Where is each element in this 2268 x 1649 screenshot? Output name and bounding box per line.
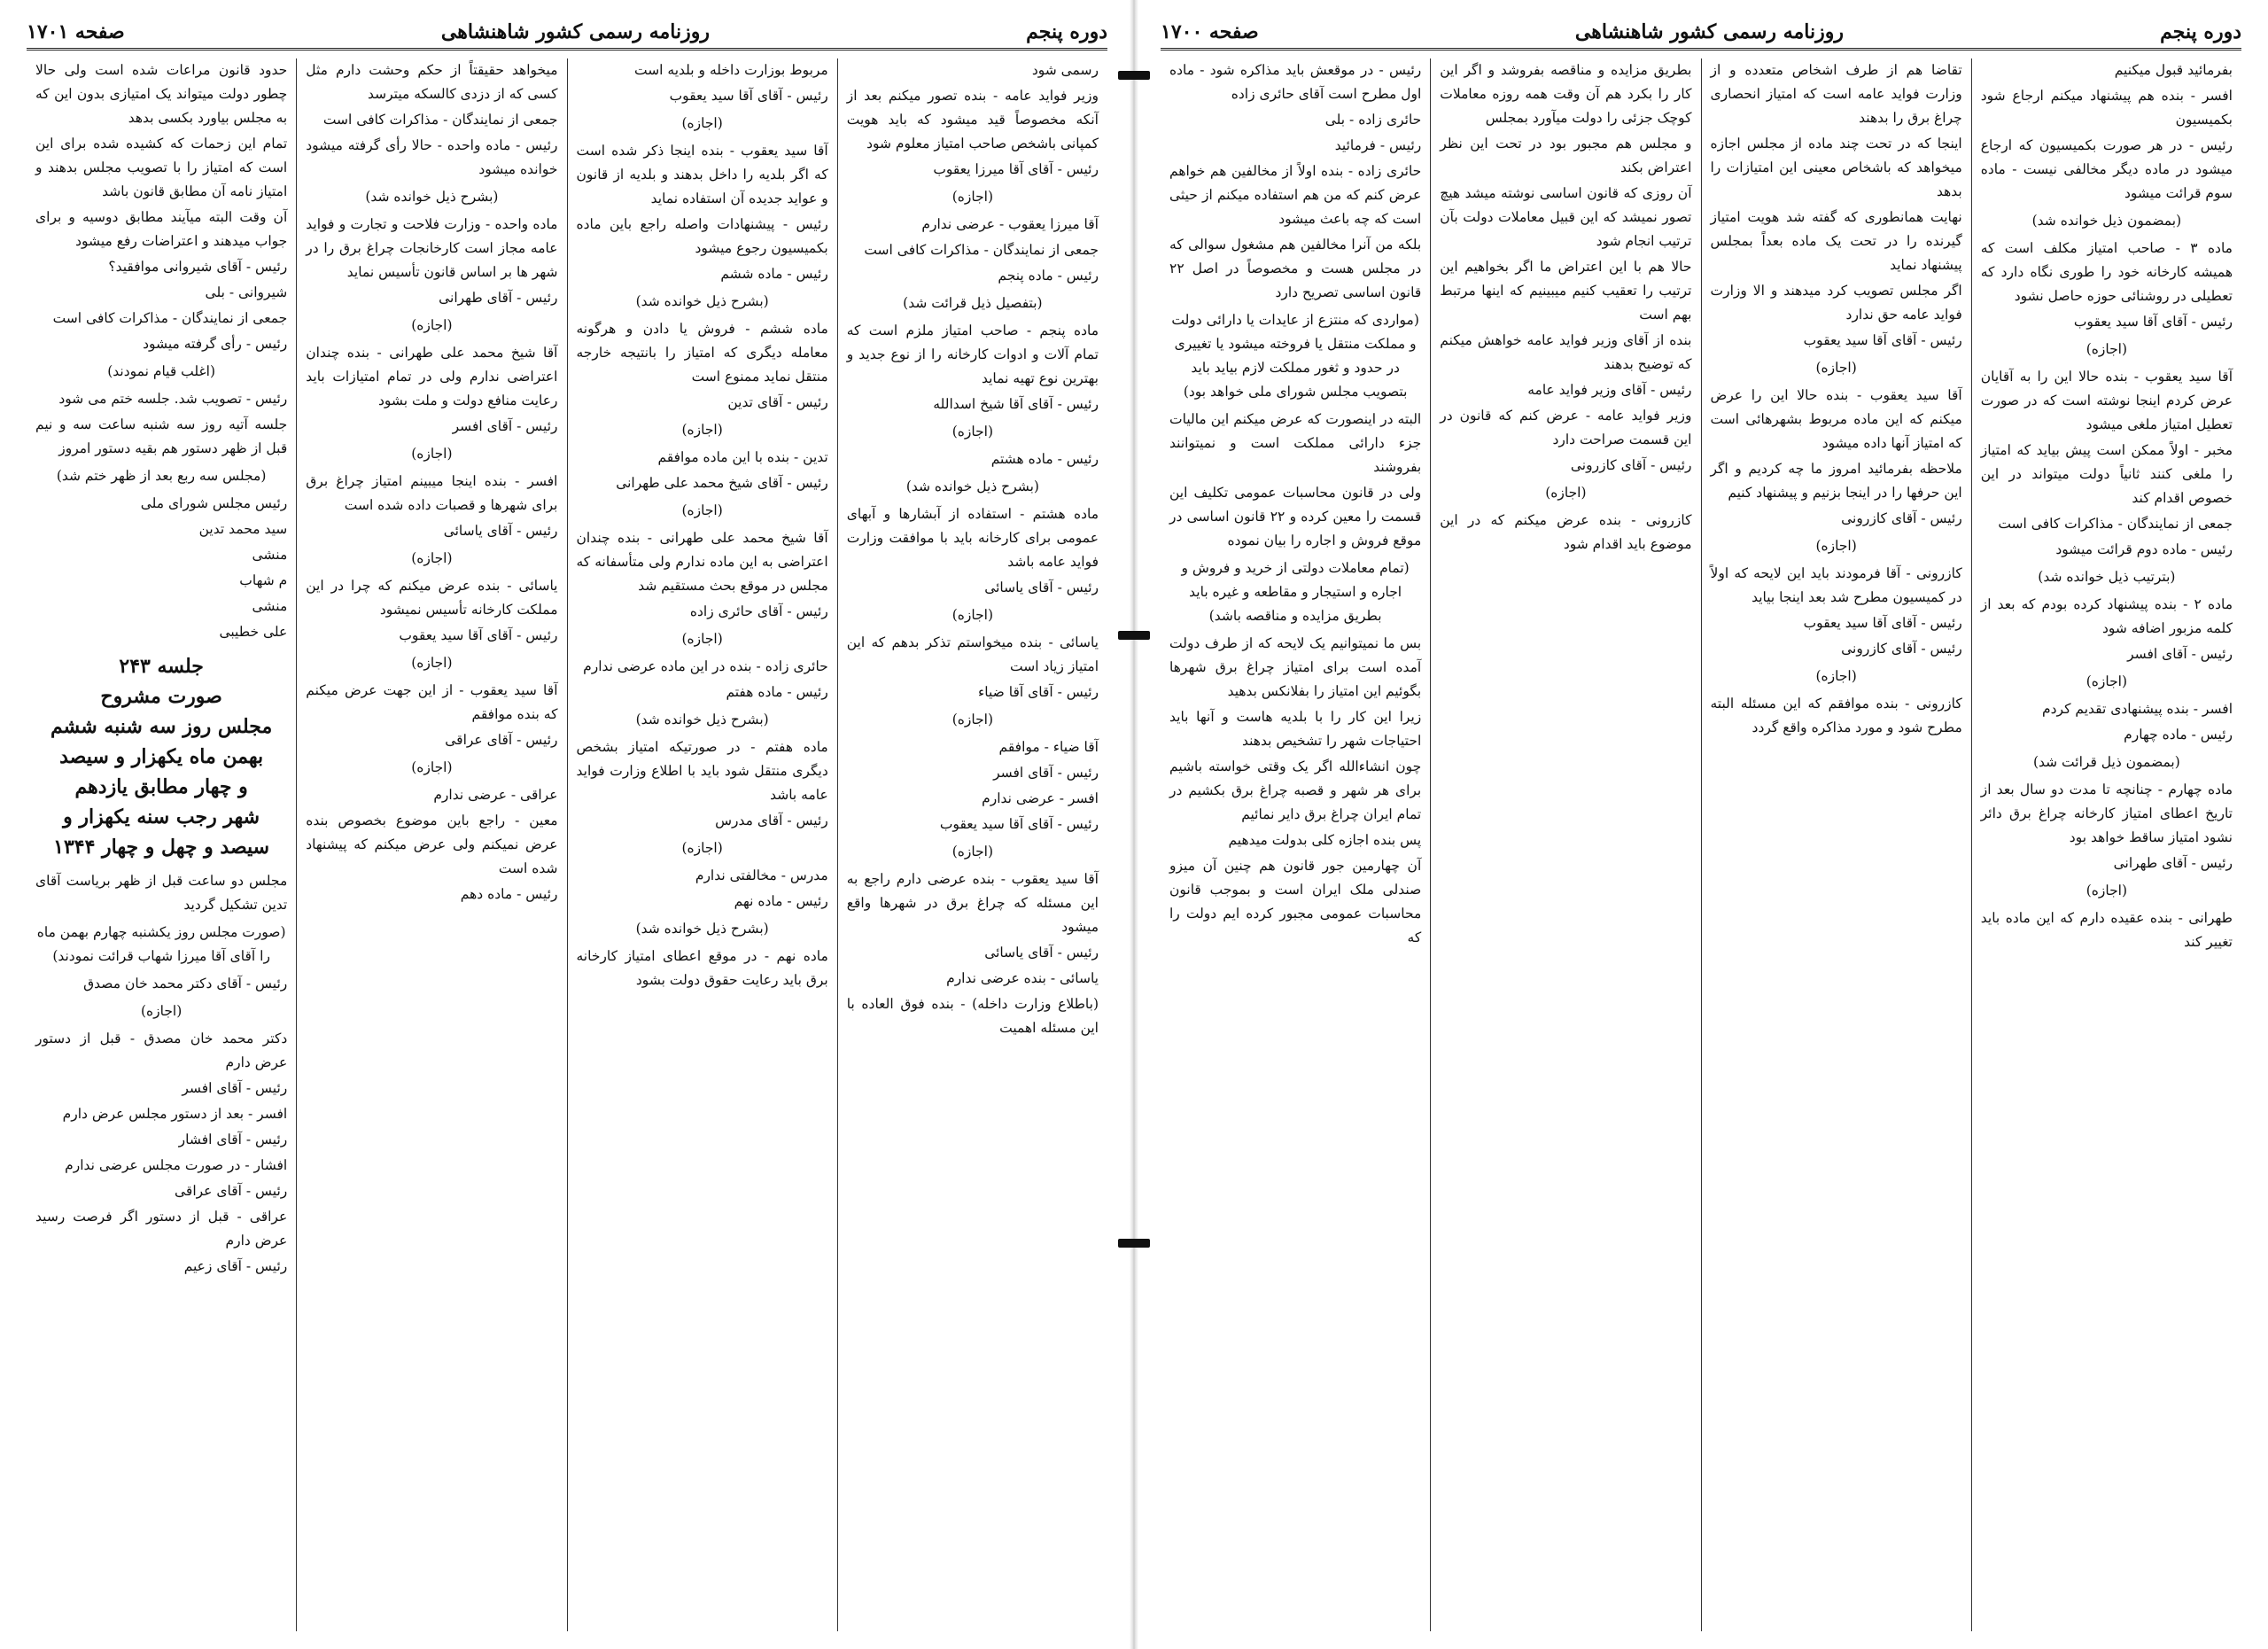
paragraph: رئیس - آقای افسر <box>182 1080 288 1096</box>
paragraph: (بشرح ذیل خوانده شد) <box>635 712 769 727</box>
paragraph: نهایت همانطوری که گفته شد هویت امتیاز گیرنده را در تحت یک ماده بعداً بمجلس پیشنهاد نماید <box>1710 209 1962 273</box>
paragraph: کازرونی - بنده عرض میکنم که در این موضوع باید اقدام شود <box>1440 512 1692 552</box>
paragraph: (اجازه) <box>1545 485 1587 501</box>
paragraph: رئیس - ماده نهم <box>734 893 828 909</box>
session-number: جلسه ۲۴۳ <box>119 655 204 678</box>
paragraph: آن چهارمین جور قانون هم چنین آن میزو صندلی ملک ایران است و بموجب قانون محاسبات عمومی مجبور کرده ایم دولت را که <box>1169 858 1422 945</box>
paragraph: بلکه من آنرا مخالفین هم مشغول سوالی که در مجلس هست و مخصوصاً در اصل ۲۲ قانون اساسی تصریح دارد <box>1169 237 1422 300</box>
paragraph: رئیس - آقای آقا سید یعقوب <box>1803 615 1962 631</box>
paragraph: افسر - بعد از دستور مجلس عرض دارم <box>62 1106 288 1122</box>
paragraph: (اجازه) <box>951 712 994 727</box>
paragraph: مربوط بوزارت داخله و بلدیه است <box>633 62 828 78</box>
paragraph: (اجازه) <box>1815 360 1857 376</box>
left-column-2 <box>567 58 837 1631</box>
paragraph: رئیس - ماده دوم قرائت میشود <box>2055 541 2233 557</box>
paragraph: بطریق مزایده و مناقصه بفروشد و اگر این کار را بکرد هم آن وقت همه روزه معاملات کوچک جزئی را دولت میآورد بمجلس <box>1440 62 1692 126</box>
paragraph: مجلس دو ساعت قبل از ظهر بریاست آقای تدین تشکیل گردید <box>35 873 288 913</box>
paragraph: اگر مجلس تصویب کرد میدهند و الا وزارت فواید عامه حق ندارد <box>1710 283 1962 323</box>
paragraph: رئیس - آقای یاسائی <box>984 945 1099 961</box>
paragraph: کازرونی - آقا فرمودند باید این لایحه که اولاً در کمیسیون مطرح شد بعد اینجا بیاید <box>1710 565 1962 605</box>
paragraph: رئیس - آقای دکتر محمد خان مصدق <box>83 976 288 992</box>
paragraph: رئیس - آقای کازرونی <box>1841 510 1962 526</box>
paragraph: رئیس - آقای آقا سید یعقوب <box>669 88 828 104</box>
paragraph: (بمضمون ذیل قرائت شد) <box>2032 754 2180 770</box>
paragraph: حدود قانون مراعات شده است ولی حالا چطور دولت میتواند یک امتیازی بدون این که به مجلس بیاورد بکسی بدهد <box>35 62 288 126</box>
paragraph: آقا شیخ محمد علی طهرانی - بنده چندان اعتراضی ندارم ولی در تمام امتیازات باید رعایت منافع دولت و ملت بشود <box>306 345 558 408</box>
paragraph: رئیس - آقای آقا سید یعقوب <box>2073 314 2233 330</box>
paragraph: (اجازه) <box>2085 673 2128 689</box>
paragraph: حائری زاده - بنده اولاً از مخالفین هم خواهم عرض کنم که من هم استفاده میکنم از حیثی است که چه باعث میشود <box>1169 163 1422 227</box>
paragraph: رئیس - آقای مدرس <box>715 813 828 828</box>
paragraph: جمعی از نمایندگان - مذاکرات کافی است <box>1998 516 2233 532</box>
paragraph: عراقی - قبل از دستور اگر فرصت رسید عرض دارم <box>35 1209 288 1248</box>
paragraph: (اجازه) <box>2085 883 2128 898</box>
paragraph: رئیس - آقای شیروانی موافقید؟ <box>108 259 288 275</box>
paragraph: آقا میرزا یعقوب - عرضی ندارم <box>921 216 1099 232</box>
paragraph: (بشرح ذیل خوانده شد) <box>635 293 769 309</box>
paragraph: حالا هم با این اعتراض ما اگر بخواهیم این ترتیب را تعقیب کنیم میبینیم که اینها مرتبط بهم است <box>1440 259 1692 323</box>
paragraph: البته در اینصورت که عرض میکنم این مالیات جزء دارائی مملکت است و نمیتوانند بفروشند <box>1169 411 1422 475</box>
paragraph: وزیر فواید عامه - بنده تصور میکنم بعد از آنکه مخصوصاً قید میشود که باید هویت کمپانی باشخص صاحب امتیاز معلوم شود <box>846 88 1099 152</box>
paragraph: رئیس - ماده پنجم <box>998 268 1099 284</box>
paragraph: رئیس - آقای تدین <box>727 394 828 410</box>
right-publication-title: روزنامه رسمی کشور شاهنشاهی <box>1574 20 1844 43</box>
paragraph: رئیس - آقای عراقی <box>174 1183 288 1199</box>
paragraph: آقا سید یعقوب - بنده حالا این را به آقایان عرض کردم اینجا نوشته است که در صورت تعطیل امتیاز ملغی میشود <box>1980 369 2233 432</box>
paragraph: رئیس - آقای افسر <box>993 765 1099 781</box>
paragraph: و مجلس هم مجبور بود در تحت این نظر اعتراض بکند <box>1440 136 1692 175</box>
paragraph: رئیس - آقای زعیم <box>183 1258 288 1274</box>
paragraph: افسر - بنده پیشنهادی تقدیم کردم <box>2042 701 2233 717</box>
paragraph: (اجازه) <box>140 1003 183 1019</box>
session-date-line-5: سیصد و چهل و چهار ۱۳۴۴ <box>53 836 270 859</box>
paragraph: زیرا این کار را با بلدیه هاست و آنها باید احتیاجات شهر را تشخیص بدهند <box>1169 709 1422 749</box>
paragraph: سید محمد تدین <box>198 521 288 537</box>
left-publication-title: روزنامه رسمی کشور شاهنشاهی <box>440 20 710 43</box>
paragraph: یاسائی - بنده میخواستم تذکر بدهم که این امتیاز زیاد است <box>846 634 1099 674</box>
paragraph: رئیس - آقای کازرونی <box>1570 457 1692 473</box>
session-title: صورت مشروح <box>100 685 222 708</box>
paragraph: رئیس - آقای آقا شیخ اسدالله <box>933 396 1099 412</box>
paragraph: معین - راجع باین موضوع بخصوص بنده عرض نمیکنم ولی عرض میکنم که پیشنهاد شده است <box>306 813 558 876</box>
paragraph: رئیس - آقای طهرانی <box>439 290 558 306</box>
paragraph: (اجازه) <box>951 424 994 439</box>
paragraph: آقا سید یعقوب - بنده حالا این را عرض میکنم که این ماده مربوط بشهرهائی است که امتیاز آنها داده میشود <box>1710 387 1962 451</box>
paragraph: (بشرح ذیل خوانده شد) <box>905 478 1039 494</box>
session-heading <box>35 651 287 862</box>
paragraph: (اجازه) <box>951 607 994 623</box>
session-date-line-4: شهر رجب سنه یکهزار و <box>63 805 260 828</box>
paragraph: ماده ششم - فروش یا دادن و هرگونه معامله دیگری که امتیاز را بانتیجه خارجه منتقل نماید ممنوع است <box>576 321 828 385</box>
left-page-header <box>27 16 1107 51</box>
paragraph: رئیس - آقای افشار <box>178 1132 288 1147</box>
paragraph: (بترتیب ذیل خوانده شد) <box>2038 569 2176 585</box>
right-column-2 <box>1701 58 1971 1631</box>
paragraph: یاسائی - بنده عرضی ندارم <box>946 970 1099 986</box>
paragraph: رئیس - آقای یاسائی <box>443 523 558 539</box>
paragraph: افسر - عرضی ندارم <box>982 790 1099 806</box>
paragraph: رئیس - ماده هشتم <box>990 451 1099 467</box>
paragraph: پس بنده اجازه کلی بدولت میدهیم <box>1228 832 1422 848</box>
paragraph: رئیس - در هر صورت بکمیسیون که ارجاع میشود در ماده دیگر مخالفی نیست - ماده سوم قرائت میشود <box>1980 137 2233 201</box>
paragraph: (اجازه) <box>411 446 453 462</box>
paragraph: کازرونی - بنده موافقم که این مسئله البته مطرح شود و مورد مذاکره واقع گردد <box>1710 696 1962 735</box>
paragraph: (اغلب قیام نمودند) <box>107 363 215 379</box>
right-page-number: صفحه ۱۷۰۰ <box>1161 20 1259 43</box>
paragraph: ماده پنجم - صاحب امتیاز ملزم است که تمام آلات و ادوات کارخانه را از نوع جدید و بهترین نوع تهیه نماید <box>846 323 1099 386</box>
paragraph: رئیس - آقای شیخ محمد علی طهرانی <box>616 475 828 491</box>
paragraph: افشار - در صورت مجلس عرضی ندارم <box>65 1157 288 1173</box>
paragraph: عراقی - عرضی ندارم <box>433 787 558 803</box>
paragraph: رئیس - ماده ششم <box>720 266 828 282</box>
paragraph: حائری زاده - بلی <box>1324 112 1422 128</box>
paragraph: آن روزی که قانون اساسی نوشته میشد هیچ تصور نمیشد که این قبیل معاملات دولت بآن ترتیب انجام شود <box>1440 185 1692 249</box>
paragraph: جمعی از نمایندگان - مذاکرات کافی است <box>864 242 1099 258</box>
right-page <box>1134 0 2268 1649</box>
left-column-4 <box>27 58 296 1631</box>
paragraph: (تمام معاملات دولتی از خرید و فروش و اجاره و استیجار و مقاطعه و غیره باید بطریق مزایده و مناقصه باشد) <box>1181 560 1410 624</box>
right-column-4 <box>1161 58 1430 1631</box>
paragraph: (مواردی که منتزع از عایدات یا دارائی دولت و مملکت منتقل یا فروخته میشود یا تغییری در حدود و ثغور مملکت لازم بیاید باید بتصویب مجلس شورای ملی خواهد بود) <box>1171 312 1419 400</box>
paragraph: (اجازه) <box>681 840 723 856</box>
paragraph: (بشرح ذیل خوانده شد) <box>365 189 499 205</box>
paragraph: (اجازه) <box>411 550 453 566</box>
paragraph: آقا ضیاء - موافقم <box>998 739 1099 755</box>
right-volume: دوره پنجم <box>2160 20 2241 43</box>
paragraph: رئیس - آقای عراقی <box>445 732 558 748</box>
paragraph: آقا شیخ محمد علی طهرانی - بنده چندان اعتراضی به این ماده ندارم ولی متأسفانه که مجلس در موقع بحث مستقیم شد <box>576 530 828 594</box>
paragraph: شیروانی - بلی <box>205 284 288 300</box>
paragraph: رئیس - فرمائید <box>1334 137 1422 153</box>
paragraph: (باطلاع وزارت داخله) - بنده فوق العاده با این مسئله اهمیت <box>846 996 1099 1036</box>
paragraph: ماده چهارم - چنانچه تا مدت دو سال بعد از تاریخ اعطای امتیاز کارخانه چراغ برق دائر نشود امتیاز ساقط خواهد بود <box>1980 782 2233 845</box>
paragraph: حائری زاده - بنده در این ماده عرضی ندارم <box>583 658 828 674</box>
paragraph: ماده ۳ - صاحب امتیاز مکلف است که همیشه کارخانه خود را طوری نگاه دارد که تعطیلی در روشنائی حوزه حاصل نشود <box>1980 240 2233 304</box>
paragraph: (اجازه) <box>411 759 453 775</box>
paragraph: آقا سید یعقوب - بنده عرضی دارم راجع به این مسئله که چراغ برق در شهرها واقع میشود <box>846 871 1099 935</box>
paragraph: جمعی از نمایندگان - مذاکرات کافی است <box>52 310 288 326</box>
paragraph: (اجازه) <box>411 317 453 333</box>
paragraph: م شهاب <box>239 572 288 588</box>
paragraph: (اجازه) <box>681 115 723 131</box>
paragraph: آقا سید یعقوب - از این جهت عرض میکنم که بنده موافقم <box>306 682 558 722</box>
left-column-1 <box>837 58 1107 1631</box>
paragraph: ماده ۲ - بنده پیشنهاد کرده بودم که بعد از کلمه مزبور اضافه شود <box>1980 596 2233 636</box>
right-columns <box>1161 58 2241 1631</box>
paragraph: آقا سید یعقوب - بنده اینجا ذکر شده است که اگر بلدیه را داخل بدهند و بلدیه از قانون و عواید جدیده آن استفاده نماید <box>576 143 828 206</box>
paragraph: (بمضمون ذیل خوانده شد) <box>2031 213 2182 229</box>
paragraph: (صورت مجلس روز یکشنبه چهارم بهمن ماه را آقای آقا میرزا شهاب قرائت نمودند) <box>36 924 286 964</box>
paragraph: ولی در قانون محاسبات عمومی تکلیف این قسمت را معین کرده و ۲۲ قانون اساسی در موقع فروش و اجاره را بیان نموده <box>1169 485 1422 548</box>
paragraph: ملاحظه بفرمائید امروز ما چه کردیم و اگر این حرفها را در اینجا بزنیم و پیشنهاد کنیم <box>1710 461 1962 501</box>
paragraph: (اجازه) <box>2085 341 2128 357</box>
paragraph: رئیس - آقای افسر <box>452 418 558 434</box>
paragraph: رئیس - آقای حائری زاده <box>689 603 828 619</box>
paragraph: یاسائی - بنده عرض میکنم که چرا در این مملکت کارخانه تأسیس نمیشود <box>306 578 558 618</box>
paragraph: ماده هفتم - در صورتیکه امتیاز بشخص دیگری منتقل شود باید با اطلاع وزارت فواید عامه باشد <box>576 739 828 803</box>
paragraph: رئیس - ماده چهارم <box>2124 727 2233 743</box>
right-page-header <box>1161 16 2241 51</box>
paragraph: (مجلس سه ربع بعد از ظهر ختم شد) <box>56 468 267 484</box>
paragraph: بفرمائید قبول میکنیم <box>2114 62 2233 78</box>
paragraph: وزیر فواید عامه - عرض کنم که قانون در این قسمت صراحت دارد <box>1440 408 1692 447</box>
paragraph: مخبر - اولاً ممکن است پیش بیاید که امتیاز را ملغی کنند ثانیاً دولت میتواند در این خصوص اقدام کند <box>1980 442 2233 506</box>
paragraph: طهرانی - بنده عقیده دارم که این ماده باید تغییر کند <box>1980 910 2233 950</box>
paragraph: رئیس مجلس شورای ملی <box>140 495 288 511</box>
paragraph: رئیس - آقای آقا میرزا یعقوب <box>933 161 1099 177</box>
paragraph: اینجا که در تحت چند ماده از مجلس اجازه میخواهد که باشخاص معینی این امتیازات را بدهد <box>1710 136 1962 199</box>
paragraph: رئیس - ماده واحده - حالا رأی گرفته میشود خوانده میشود <box>306 137 558 177</box>
paragraph: ماده نهم - در موقع اعطای امتیاز کارخانه برق باید رعایت حقوق دولت بشود <box>576 948 828 988</box>
paragraph: منشی <box>252 598 288 614</box>
paragraph: رئیس - آقای طهرانی <box>2113 855 2233 871</box>
session-date-line-1: مجلس روز سه شنبه ششم <box>50 715 273 738</box>
left-volume: دوره پنجم <box>1026 20 1107 43</box>
paragraph: ماده هشتم - استفاده از آبشارها و آبهای عمومی برای کارخانه باید با موافقت وزارت فواید عامه باشد <box>846 506 1099 570</box>
paragraph: (اجازه) <box>681 631 723 647</box>
paragraph: تدین - بنده با این ماده موافقم <box>657 449 828 465</box>
paragraph: رئیس - آقای یاسائی <box>984 579 1099 595</box>
paragraph: رئیس - پیشنهادات واصله راجع باین ماده بکمیسیون رجوع میشود <box>576 216 828 256</box>
paragraph: (اجازه) <box>1815 668 1857 684</box>
paragraph: رئیس - آقای آقا سید یعقوب <box>1803 332 1962 348</box>
paragraph: رئیس - ماده دهم <box>460 886 558 902</box>
paragraph: رئیس - آقای آقا ضیاء <box>977 684 1099 700</box>
paragraph: (اجازه) <box>681 502 723 518</box>
paragraph: افسر - بنده هم پیشنهاد میکنم ارجاع شود بکمیسیون <box>1980 88 2233 128</box>
paragraph: (بتفصیل ذیل قرائت شد) <box>903 295 1043 311</box>
left-page-number: صفحه ۱۷۰۱ <box>27 20 125 43</box>
paragraph: دکتر محمد خان مصدق - قبل از دستور عرض دارم <box>35 1031 288 1070</box>
paragraph: جمعی از نمایندگان - مذاکرات کافی است <box>322 112 558 128</box>
paragraph: (اجازه) <box>1815 538 1857 554</box>
paragraph: جلسه آتیه روز سه شنبه ساعت سه و نیم قبل از ظهر دستور هم بقیه دستور امروز <box>35 416 288 456</box>
session-date-line-3: و چهار مطابق یازدهم <box>74 775 248 798</box>
paragraph: مدرس - مخالفتی ندارم <box>695 867 828 883</box>
paragraph: آن وقت البته میآیند مطابق دوسیه و برای جواب میدهند و اعتراضات رفع میشود <box>35 209 288 249</box>
paragraph: تمام این زحمات که کشیده شده برای این است که امتیاز را با تصویب مجلس بدهند و امتیاز نامه آن مطابق قانون باشد <box>35 136 288 199</box>
paragraph: رئیس - آقای وزیر فواید عامه <box>1527 382 1692 398</box>
left-columns <box>27 58 1107 1631</box>
paragraph: رئیس - آقای آقا سید یعقوب <box>399 627 558 643</box>
paragraph: ماده واحده - وزارت فلاحت و تجارت و فواید عامه مجاز است کارخانجات چراغ برق را در شهر ها بر اساس قانون تأسیس نماید <box>306 216 558 280</box>
paragraph: (بشرح ذیل خوانده شد) <box>635 921 769 937</box>
paragraph: رئیس - رأی گرفته میشود <box>143 336 288 352</box>
paragraph: رئیس - آقای آقا سید یعقوب <box>939 816 1099 832</box>
paragraph: منشی <box>252 547 288 563</box>
left-column-4-top <box>35 58 287 644</box>
paragraph: علی خطیبی <box>219 624 288 640</box>
paragraph: بنده از آقای وزیر فواید عامه خواهش میکنم که توضیح بدهند <box>1440 332 1692 372</box>
left-column-4-bottom <box>35 869 287 1279</box>
paragraph: بس ما نمیتوانیم یک لایحه که از طرف دولت آمده است برای امتیاز چراغ برق شهرها بگوئیم این امتیاز را بفلانکس بدهید <box>1169 635 1422 699</box>
paragraph: تقاضا هم از طرف اشخاص متعدده و از وزارت فواید عامه است که امتیاز انحصاری چراغ برق را بدهند <box>1710 62 1962 126</box>
paragraph: (اجازه) <box>951 189 994 205</box>
paragraph: رئیس - آقای کازرونی <box>1841 641 1962 657</box>
paragraph: (اجازه) <box>681 422 723 438</box>
paragraph: میخواهد حقیقتاً از حکم وحشت دارم مثل کسی که از دزدی کالسکه میترسد <box>306 62 558 102</box>
right-column-3 <box>1430 58 1700 1631</box>
paragraph: رئیس - ماده هفتم <box>726 684 828 700</box>
paragraph: رئیس - در موقعش باید مذاکره شود - ماده اول مطرح است آقای حائری زاده <box>1169 62 1422 102</box>
session-date-line-2: بهمن ماه یکهزار و سیصد <box>59 745 264 768</box>
paragraph: رسمی شود <box>1031 62 1099 78</box>
paragraph: (اجازه) <box>951 844 994 860</box>
paragraph: چون انشاءالله اگر یک وقتی خواسته باشیم برای هر شهر و قصبه چراغ برق بکشیم در تمام ایران چراغ برق دایر نمائیم <box>1169 758 1422 822</box>
paragraph: رئیس - آقای افسر <box>2127 646 2233 662</box>
paragraph: رئیس - تصویب شد. جلسه ختم می شود <box>58 391 288 407</box>
right-column-1 <box>1971 58 2241 1631</box>
paragraph: (اجازه) <box>411 655 453 671</box>
paragraph: افسر - بنده اینجا میبینم امتیاز چراغ برق برای شهرها و قصبات داده شده است <box>306 473 558 513</box>
left-column-3 <box>296 58 566 1631</box>
